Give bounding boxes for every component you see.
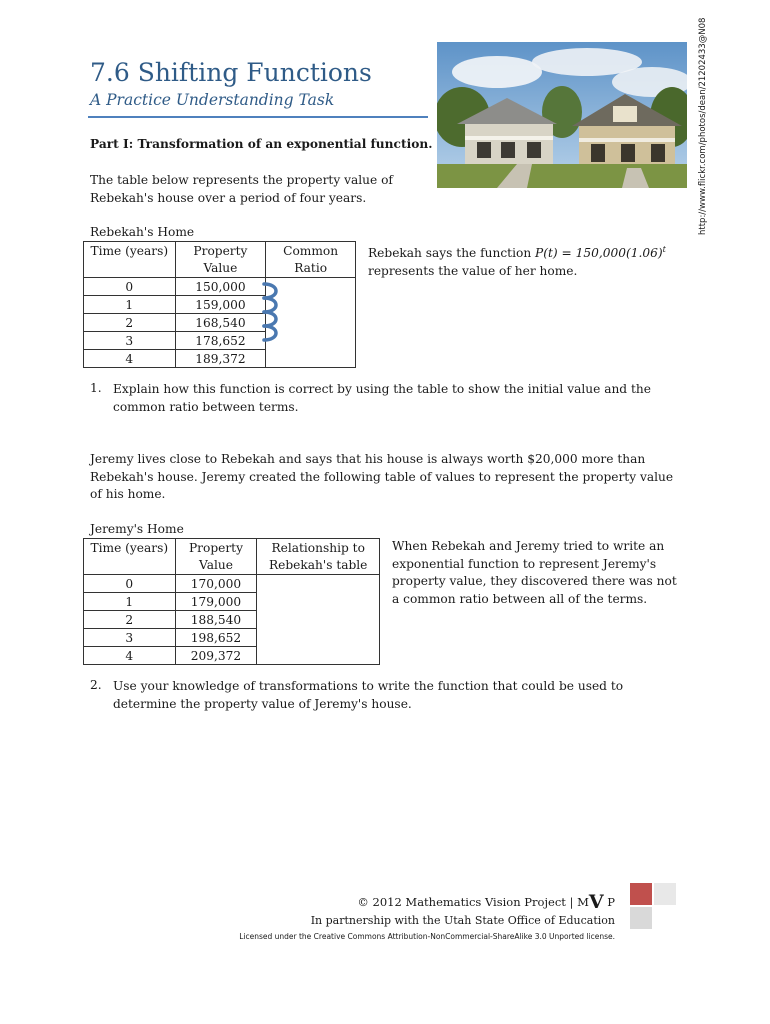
- table-row: 1 179,000: [84, 593, 380, 611]
- table-row: 3 198,652: [84, 629, 380, 647]
- page-subtitle: A Practice Understanding Task: [90, 91, 335, 109]
- table-row: 3 178,652: [84, 332, 356, 350]
- table-row: 0 170,000: [84, 575, 380, 593]
- mvp-logo-letter: V: [588, 891, 604, 913]
- footer-copyright: © 2012 Mathematics Vision Project | MV P: [357, 891, 615, 913]
- jeremy-side-note: When Rebekah and Jeremy tried to write an exponential function to represent Jeremy's property value, they discovered there was not a common ratio between all of the terms.: [392, 539, 677, 606]
- column-header-ratio: Common Ratio: [266, 242, 356, 278]
- table-row: 2 168,540: [84, 314, 356, 332]
- table-row: 4 189,372: [84, 350, 356, 368]
- table-row: 0 150,000: [84, 278, 356, 296]
- photo-credit: http://www.flickr.com/photos/dean/21202433@N08: [698, 17, 708, 235]
- part-one-intro: The table below represents the property value of Rebekah's house over a period of four years.: [90, 173, 393, 205]
- title-rule: [88, 116, 428, 118]
- footer-license: Licensed under the Creative Commons Attribution-NonCommercial-ShareAlike 3.0 Unported license.: [239, 932, 615, 941]
- question-one: Explain how this function is correct by using the table to show the initial value and the common ratio between terms.: [113, 382, 651, 414]
- mvp-logo-square-light: [654, 883, 676, 905]
- mvp-logo-square-red: [630, 883, 652, 905]
- table-row: 1 159,000: [84, 296, 356, 314]
- table-row: 2 188,540: [84, 611, 380, 629]
- relationship-cell: [257, 575, 380, 665]
- function-formula: P(t) = 150,000(1.06): [535, 246, 663, 261]
- table-row: 4 209,372: [84, 647, 380, 665]
- page-title: 7.6 Shifting Functions: [90, 58, 372, 87]
- rebekah-home-table: [83, 241, 356, 368]
- question-two: Use your knowledge of transformations to write the function that could be used to determine the property value of Jeremy's house.: [113, 679, 624, 711]
- column-header-relationship: Relationship to Rebekah's table: [257, 539, 380, 575]
- column-header-time: Time (years): [84, 539, 176, 575]
- question-one-number: 1.: [90, 381, 102, 395]
- rebekah-table-caption: Rebekah's Home: [90, 225, 195, 239]
- part-two-intro: Jeremy lives close to Rebekah and says that his house is always worth $20,000 more than Rebekah's house. Jeremy created the following table of values to represent the property value of his home.: [90, 452, 674, 501]
- mvp-logo-square-gray: [630, 907, 652, 929]
- jeremy-table-caption: Jeremy's Home: [90, 522, 184, 536]
- rebekah-function-note: Rebekah says the function $P(t) = 150,000(1.06)^t$ represents the value of her home.: [368, 245, 666, 278]
- houses-photo: [437, 42, 687, 188]
- column-header-value: Property Value: [175, 539, 257, 575]
- question-two-number: 2.: [90, 678, 102, 692]
- column-header-time: Time (years): [84, 242, 176, 278]
- jeremy-home-table: [83, 538, 380, 665]
- footer-partnership: In partnership with the Utah State Office of Education: [310, 914, 615, 927]
- ratio-arrows-icon: [258, 280, 288, 350]
- part-one-heading: Part I: Transformation of an exponential function.: [90, 137, 433, 151]
- column-header-value: Property Value: [175, 242, 266, 278]
